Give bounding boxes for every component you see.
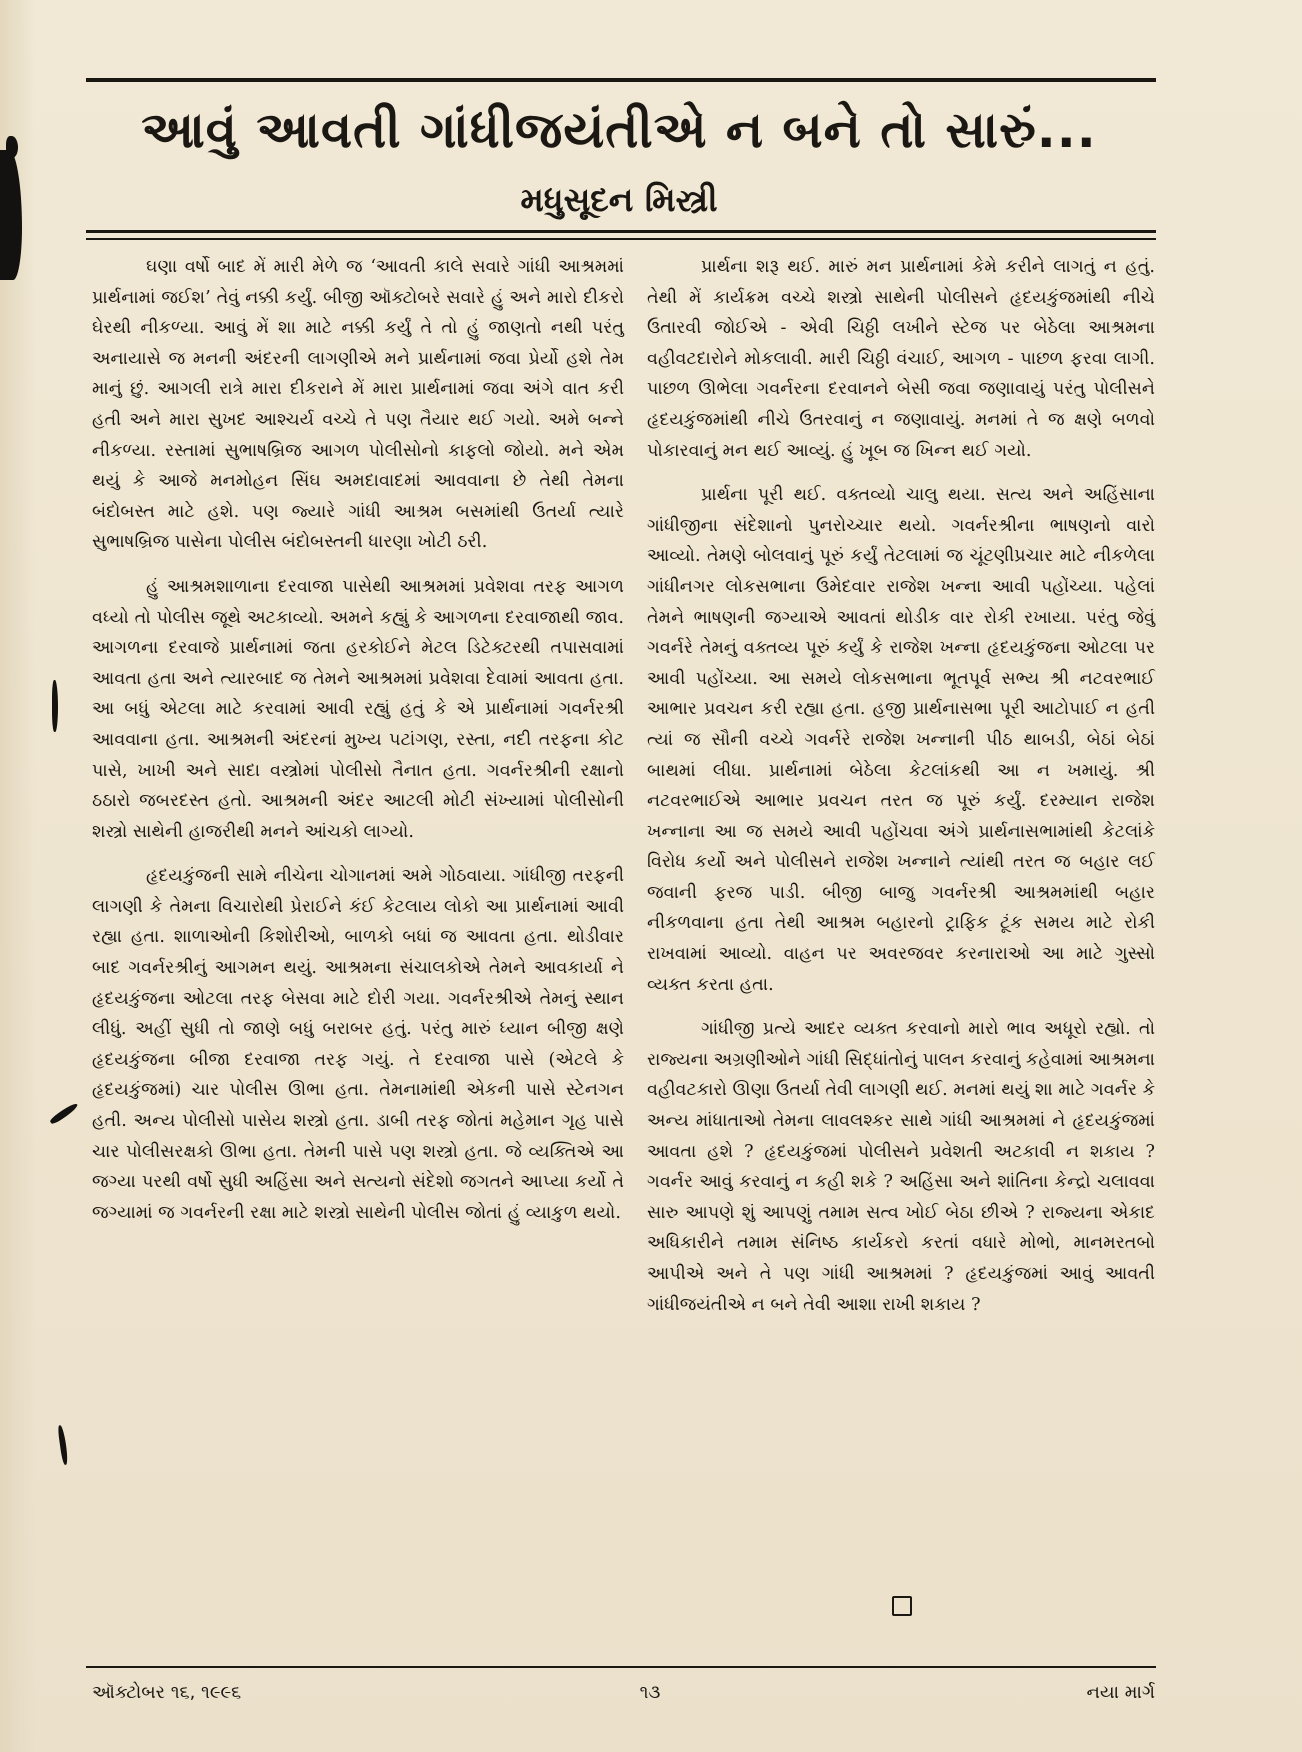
page-tear-mark <box>57 1425 69 1465</box>
article-author: મધુસૂદન મિસ્ત્રી <box>520 180 718 219</box>
paragraph: ઘણા વર્ષો બાદ મેં મારી મેળે જ ‘આવતી કાલે સવારે ગાંધી આશ્રમમાં પ્રાર્થનામાં જઈશ’ તેવું નક્કી કર્યું. બીજી ઑક્ટોબરે સવારે હું અને મારો દીકરો ઘેરથી નીકળ્યા. આવું મેં શા માટે નક્કી કર્યું તે તો હું જાણતો નથી પરંતુ અનાયાસે જ મનની અંદરની લાગણીએ મને પ્રાર્થનામાં જવા પ્રેર્યો હશે તેમ માનું છું. આગલી રાત્રે મારા દીકરાને મેં મારા પ્રાર્થનામાં જવા અંગે વાત કરી હતી અને મારા સુખદ આશ્ચર્ય વચ્ચે તે પણ તૈયાર થઈ ગયો. અમે બન્ને નીકળ્યા. રસ્તામાં સુભાષબ્રિજ આગળ પોલીસોનો કાફલો જોયો. મને એમ થયું કે આજે મનમોહન સિંઘ અમદાવાદમાં આવવાના છે તેથી તેમના બંદોબસ્ત માટે હશે. પણ જ્યારે ગાંધી આશ્રમ બસમાંથી ઉતર્યા ત્યારે સુભાષબ્રિજ પાસેના પોલીસ બંદોબસ્તની ધારણા ખોટી ઠરી. <box>92 257 624 553</box>
page-number: ૧૩ <box>639 1682 661 1703</box>
footer-rule <box>86 1666 1156 1668</box>
header-rule-bottom-thick <box>86 230 1156 233</box>
paragraph: ગાંધીજી પ્રત્યે આદર વ્યક્ત કરવાનો મારો ભાવ અધૂરો રહ્યો. તો રાજ્યના અગ્રણીઓને ગાંધી સિદ્ધાંતોનું પાલન કરવાનું કહેવામાં આશ્રમના વહીવટકારો ઊણા ઉતર્યા તેવી લાગણી થઈ. મનમાં થયું શા માટે ગવર્નર કે અન્ય માંધાતાઓ તેમના લાવલશ્કર સાથે ગાંધી આશ્રમમાં ને હૃદયકુંજમાં આવતા હશે ? હૃદયકુંજમાં પોલીસને પ્રવેશતી અટકાવી ન શકાય ? ગવર્નર આવું કરવાનું ન કહી શકે ? અહિંસા અને શાંતિના કેન્દ્રો ચલાવવા સારુ આપણે શું આપણું તમામ સત્વ ખોઈ બેઠા છીએ ? રાજ્યના એકાદ અધિકારીને તમામ સંનિષ્ઠ કાર્યકરો કરતાં વધારે મોભો, માનમરતબો આપીએ અને તે પણ ગાંધી આશ્રમમાં ? હૃદયકુંજમાં આવું આવતી ગાંધીજયંતીએ ન બને તેવી આશા રાખી શકાય ? <box>647 1019 1155 1315</box>
page-tear-mark <box>49 1101 79 1125</box>
magazine-name: નયા માર્ગ <box>1086 1682 1155 1703</box>
header-rule-bottom-thin <box>86 238 1156 240</box>
header-rule-top <box>86 78 1156 82</box>
paragraph: હૃદયકુંજની સામે નીચેના ચોગાનમાં અમે ગોઠવાયા. ગાંધીજી તરફની લાગણી કે તેમના વિચારોથી પ્રેરાઈને કંઈ કેટલાય લોકો આ પ્રાર્થનામાં આવી રહ્યા હતા. શાળાઓની કિશોરીઓ, બાળકો બધાં જ આવતા હતા. થોડીવાર બાદ ગવર્નરશ્રીનું આગમન થયું. આશ્રમના સંચાલકોએ તેમને આવકાર્યા ને હૃદયકુંજના ઓટલા તરફ બેસવા માટે દોરી ગયા. ગવર્નરશ્રીએ તેમનું સ્થાન લીધું. અહીં સુધી તો જાણે બધું બરાબર હતું. પરંતુ મારું ધ્યાન બીજી ક્ષણે હૃદયકુંજના બીજા દરવાજા તરફ ગયું. તે દરવાજા પાસે (એટલે કે હૃદયકુંજમાં) ચાર પોલીસ ઊભા હતા. તેમનામાંથી એકની પાસે સ્ટેનગન હતી. અન્ય પોલીસો પાસેય શસ્ત્રો હતા. ડાબી તરફ જોતાં મહેમાન ગૃહ પાસે ચાર પોલીસરક્ષકો ઊભા હતા. તેમની પાસે પણ શસ્ત્રો હતા. જે વ્યક્તિએ આ જગ્યા પરથી વર્ષો સુધી અહિંસા અને સત્યનો સંદેશો જગતને આપ્યા કર્યો તે જગ્યામાં જ ગવર્નરની રક્ષા માટે શસ્ત્રો સાથેની પોલીસ જોતાં હું વ્યાકુળ થયો. <box>92 866 624 1223</box>
paragraph: પ્રાર્થના શરૂ થઈ. મારું મન પ્રાર્થનામાં કેમે કરીને લાગતું ન હતું. તેથી મેં કાર્યક્રમ વચ્ચે શસ્ત્રો સાથેની પોલીસને હૃદયકુંજમાંથી નીચે ઉતારવી જોઈએ - એવી ચિઠ્ઠી લખીને સ્ટેજ પર બેઠેલા આશ્રમના વહીવટદારોને મોકલાવી. મારી ચિઠ્ઠી વંચાઈ, આગળ - પાછળ ફરવા લાગી. પાછળ ઊભેલા ગવર્નરના દરવાનને બેસી જવા જણાવાયું પરંતુ પોલીસને હૃદયકુંજમાંથી નીચે ઉતરવાનું ન જણાવાયું. મનમાં તે જ ક્ષણે બળવો પોકારવાનું મન થઈ આવ્યું. હું ખૂબ જ ખિન્ન થઈ ગયો. <box>647 257 1155 461</box>
paragraph: પ્રાર્થના પૂરી થઈ. વક્તવ્યો ચાલુ થયા. સત્ય અને અહિંસાના ગાંધીજીના સંદેશાનો પુનરોચ્ચાર થયો. ગવર્નરશ્રીના ભાષણનો વારો આવ્યો. તેમણે બોલવાનું પૂરું કર્યું તેટલામાં જ ચૂંટણીપ્રચાર માટે નીકળેલા ગાંધીનગર લોકસભાના ઉમેદવાર રાજેશ ખન્ના આવી પહોંચ્યા. પહેલાં તેમને ભાષણની જગ્યાએ આવતાં થોડીક વાર રોકી રખાયા. પરંતુ જેવું ગવર્નરે તેમનું વક્તવ્ય પૂરું કર્યું કે રાજેશ ખન્ના હૃદયકુંજના ઓટલા પર આવી પહોંચ્યા. આ સમયે લોકસભાના ભૂતપૂર્વ સભ્ય શ્રી નટવરભાઈ આભાર પ્રવચન કરી રહ્યા હતા. હજી પ્રાર્થનાસભા પૂરી આટોપાઈ ન હતી ત્યાં જ સૌની વચ્ચે ગવર્નરે રાજેશ ખન્નાની પીઠ થાબડી, બેઠાં બેઠાં બાથમાં લીધા. પ્રાર્થનામાં બેઠેલા કેટલાંકથી આ ન ખમાયું. શ્રી નટવરભાઈએ આભાર પ્રવચન તરત જ પૂરું કર્યું. દરમ્યાન રાજેશ ખન્નાના આ જ સમયે આવી પહોંચવા અંગે પ્રાર્થનાસભામાંથી કેટલાંકે વિરોધ કર્યો અને પોલીસને રાજેશ ખન્નાને ત્યાંથી તરત જ બહાર લઈ જવાની ફરજ પાડી. બીજી બાજુ ગવર્નરશ્રી આશ્રમમાંથી બહાર નીકળવાના હતા તેથી આશ્રમ બહારનો ટ્રાફિક ટૂંક સમય માટે રોકી રાખવામાં આવ્યો. વાહન પર અવરજવર કરનારાઓ આ માટે ગુસ્સો વ્યક્ત કરતા હતા. <box>647 485 1155 995</box>
page-tear-mark <box>6 136 18 158</box>
article-title: આવું આવતી ગાંધીજયંતીએ ન બને તો સારું... <box>141 101 1097 159</box>
article-column-right <box>647 252 1155 1334</box>
article-column-left <box>92 252 624 1242</box>
footer-date: ઑક્ટોબર ૧૬, ૧૯૯૬ <box>92 1682 242 1703</box>
end-of-article-icon <box>892 1596 912 1616</box>
page-tear-mark <box>52 680 58 732</box>
paragraph: હું આશ્રમશાળાના દરવાજા પાસેથી આશ્રમમાં પ્રવેશવા તરફ આગળ વધ્યો તો પોલીસ જૂથે અટકાવ્યો. અમને કહ્યું કે આગળના દરવાજાથી જાવ. આગળના દરવાજે પ્રાર્થનામાં જતા હરકોઈને મેટલ ડિટેક્ટરથી તપાસવામાં આવતા હતા અને ત્યારબાદ જ તેમને આશ્રમમાં પ્રવેશવા દેવામાં આવતા હતા. આ બધું એટલા માટે કરવામાં આવી રહ્યું હતું કે એ પ્રાર્થનામાં ગવર્નરશ્રી આવવાના હતા. આશ્રમની અંદરનાં મુખ્ય પટાંગણ, રસ્તા, નદી તરફના કોટ પાસે, ખાખી અને સાદા વસ્ત્રોમાં પોલીસો તૈનાત હતા. ગવર્નરશ્રીની રક્ષાનો ઠઠારો જબરદસ્ત હતો. આશ્રમની અંદર આટલી મોટી સંખ્યામાં પોલીસોની શસ્ત્રો સાથેની હાજરીથી મનને આંચકો લાગ્યો. <box>92 576 624 842</box>
